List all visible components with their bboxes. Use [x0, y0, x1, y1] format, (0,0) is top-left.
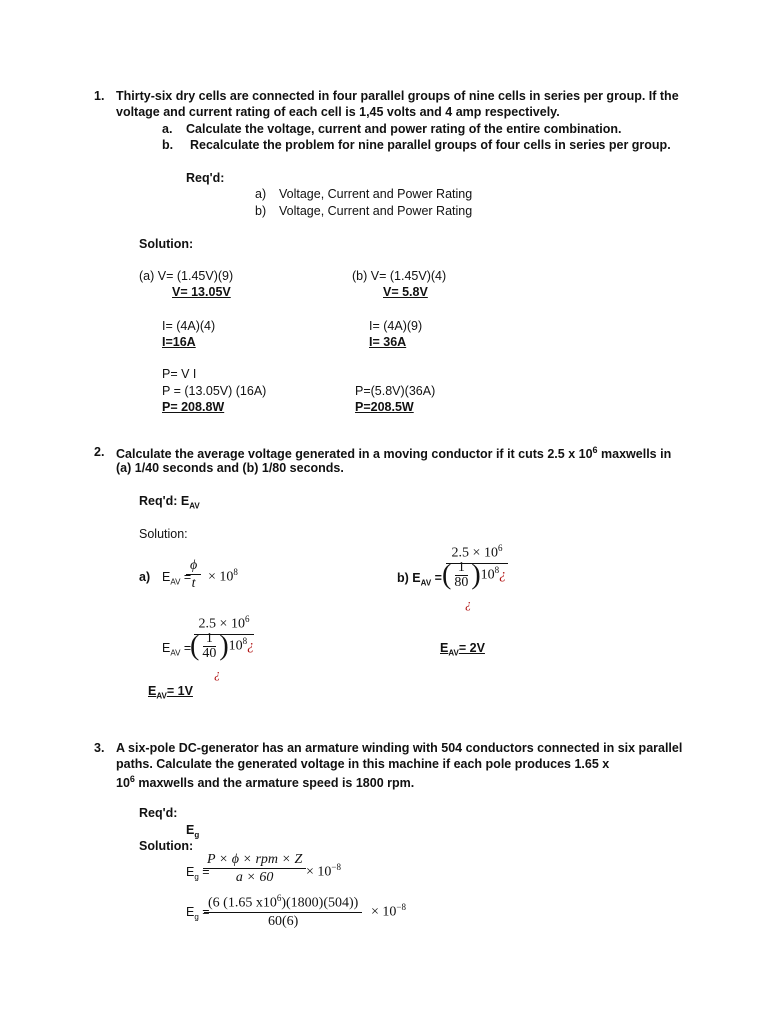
p2a-inner-one: 1 — [203, 632, 216, 647]
p1b-voltage-answer: V= 5.8V — [383, 285, 428, 299]
problem-1-line-1: Thirty-six dry cells are connected in four parallel groups of nine cells in series per group. If the — [116, 89, 679, 103]
p3-times-ten-neg8: × $10^{-8}$ — [306, 862, 341, 880]
p2a-answer: $E_{AV}= 1V$ — [148, 684, 193, 701]
p1a-voltage-answer: V= 13.05V — [172, 285, 231, 299]
problem-3-reqd-eg: $E_g$ — [186, 823, 200, 840]
problem-3-line-2: paths. Calculate the generated voltage in this machine if each pole produces 1.65 x — [116, 757, 610, 771]
problem-1-reqd-label: Req'd: — [186, 171, 225, 185]
problem-1-line-2: voltage and current rating of each cell is 1,45 volts and 4 amp respectively. — [116, 105, 560, 119]
problem-2-line-2: (a) 1/40 seconds and (b) 1/80 seconds. — [116, 461, 344, 475]
p2a-times-ten-8: × $10^8$ — [208, 567, 238, 585]
p2b-denominator: ( $\frac{1}{80}$ )$10^8¿$ — [442, 559, 507, 591]
p3-eg-label: $E_g$ = — [186, 865, 210, 882]
p1b-power-answer: P=208.5W — [355, 400, 414, 414]
p2a-label: a) — [139, 570, 151, 584]
problem-1-reqd-a-label: a) — [255, 187, 267, 201]
problem-3-solution-label: Solution: — [139, 839, 194, 853]
p2a-eav-label-2: $E_{AV}$ = — [162, 641, 192, 658]
p3-eg-label-2: $E_g$ = — [186, 905, 210, 922]
p2b-inner-eighty: 80 — [454, 575, 469, 590]
problem-1-a-text: Calculate the voltage, current and power rating of the entire combination. — [186, 122, 622, 136]
problem-3-number: 3. — [94, 741, 105, 755]
p3-times-ten-neg8-2: × $10^{-8}$ — [371, 902, 406, 920]
p1a-power-equation: P = (13.05V) (16A) — [162, 384, 267, 398]
p2a-inner-forty: 40 — [202, 646, 217, 661]
problem-1-reqd-b-label: b) — [255, 204, 267, 218]
p1b-current-answer: I= 36A — [369, 335, 407, 349]
p2a-denominator: ( $\frac{1}{40}$ )$10^8¿$ — [190, 630, 255, 662]
p2a-phi-over-t: $\frac{\phi}{t}$ — [186, 558, 201, 591]
p3-substituted-formula: $\frac{(6 (1.65 x10^6)(1800)(504))}{60(6)}$ — [204, 891, 362, 929]
p1b-current-equation: I= (4A)(9) — [369, 319, 423, 333]
p1b-power-equation: P=(5.8V)(36A) — [355, 384, 436, 398]
p2a-red-mark: ¿ — [214, 666, 221, 681]
problem-3-reqd-label: Req'd: — [139, 806, 178, 820]
p1a-current-equation: I= (4A)(4) — [162, 319, 216, 333]
problem-1-reqd-b: Voltage, Current and Power Rating — [279, 204, 473, 218]
problem-2-line-1: Calculate the average voltage generated in a moving conductor if it cuts 2.5 x $10^6$ maxwells in — [116, 445, 672, 462]
problem-1-reqd-a: Voltage, Current and Power Rating — [279, 187, 473, 201]
problem-1-b-text: Recalculate the problem for nine parallel groups of four cells in series per group. — [190, 138, 671, 152]
problem-3-line-1: A six-pole DC-generator has an armature winding with 504 conductors connected in six parallel — [116, 741, 683, 755]
p3-general-formula: P × ϕ × rpm × Z a × 60 — [203, 852, 306, 885]
p2b-numerator: $2.5 \times 10^6$ — [446, 543, 508, 564]
problem-1-a-label: a. — [162, 122, 173, 136]
p2b-inner-one: 1 — [455, 561, 468, 576]
p1a-current-answer: I=16A — [162, 335, 196, 349]
p2a-numerator: $2.5 \times 10^6$ — [194, 614, 254, 635]
p2b-label: b) $E_{AV}$ = — [397, 571, 442, 588]
p1a-voltage-equation: (a) V= (1.45V)(9) — [139, 269, 234, 283]
p1a-power-formula: P= V I — [162, 367, 197, 381]
problem-1-b-label: b. — [162, 138, 174, 152]
problem-2-solution-label: Solution: — [139, 527, 188, 541]
p2b-red-mark: ¿ — [465, 596, 472, 611]
p1b-voltage-equation: (b) V= (1.45V)(4) — [352, 269, 447, 283]
problem-2-reqd: Req'd: $E_{AV}$ — [139, 494, 200, 511]
problem-1-solution-label: Solution: — [139, 237, 194, 251]
problem-1-number: 1. — [94, 89, 105, 103]
problem-2-number: 2. — [94, 445, 105, 459]
problem-3-line-3: $10^6$ maxwells and the armature speed is 1800 rpm. — [116, 774, 415, 791]
p1a-power-answer: P= 208.8W — [162, 400, 225, 414]
p2a-eav-label: $E_{AV}$ = — [162, 570, 192, 587]
p2b-answer: $E_{AV}= 2V$ — [440, 641, 485, 658]
